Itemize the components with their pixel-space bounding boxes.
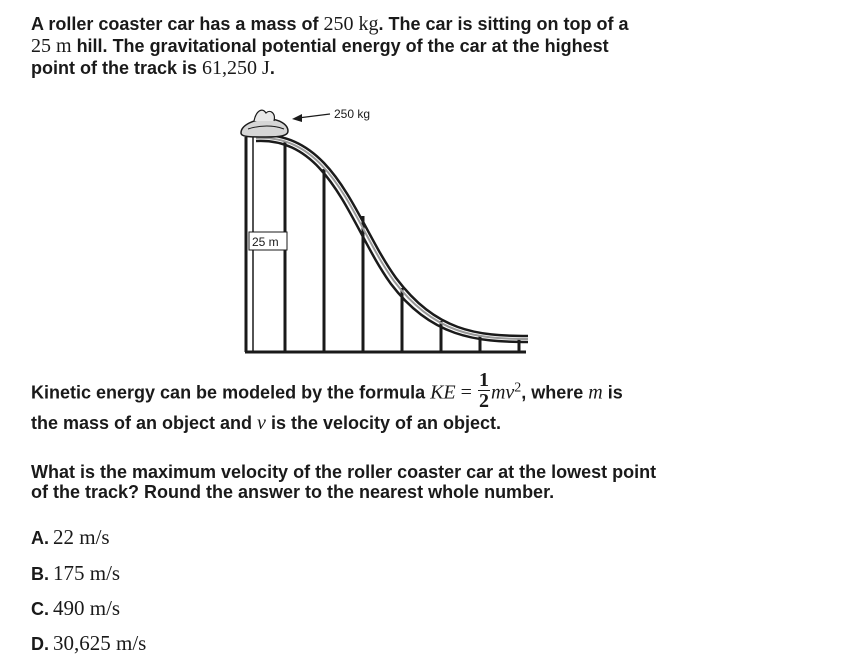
- answer-choice-b[interactable]: [31, 561, 120, 586]
- formula-fraction: [478, 370, 490, 411]
- question-part: .: [269, 58, 275, 78]
- question-prompt: [31, 462, 831, 502]
- track-rail-bottom: [256, 141, 528, 342]
- height-value: 25 m: [31, 35, 72, 57]
- energy-value: 61,250 J: [202, 57, 270, 79]
- choice-value: 175 m/s: [53, 561, 121, 585]
- question-part: hill. The gravitational potential energy of the car at the highest: [71, 36, 609, 56]
- question-part: point of the track is: [31, 58, 203, 78]
- formula-text: , where: [521, 382, 589, 403]
- answer-choice-c[interactable]: [31, 596, 120, 621]
- height-label: 25 m: [252, 235, 279, 249]
- prompt-line: What is the maximum velocity of the roller coaster car at the lowest point: [31, 462, 657, 482]
- choice-letter: D.: [31, 634, 49, 654]
- question-part: . The car is sitting on top of a: [378, 14, 629, 34]
- variable-v: v: [257, 412, 266, 434]
- roller-coaster-car: [241, 110, 288, 137]
- choice-value: 30,625 m/s: [53, 631, 147, 655]
- formula-exponent: 2: [514, 380, 522, 396]
- mass-value: 250 kg: [323, 13, 379, 35]
- formula-lhs: KE: [430, 381, 456, 404]
- mass-label: 250 kg: [334, 107, 371, 121]
- variable-m: m: [588, 381, 603, 404]
- choice-letter: B.: [31, 564, 49, 584]
- formula-paragraph: [31, 369, 831, 444]
- track-rail-top: [256, 135, 528, 336]
- question-text: [31, 13, 831, 79]
- choice-value: 22 m/s: [53, 525, 110, 549]
- mass-arrow-line: [298, 114, 330, 118]
- formula-text: is the velocity of an object.: [265, 413, 501, 433]
- formula-text: the mass of an object and: [31, 413, 258, 433]
- formula-equals: =: [455, 381, 477, 404]
- track-rail-fill: [256, 138, 528, 339]
- roller-coaster-figure: [236, 103, 536, 361]
- mass-arrow-head: [292, 114, 302, 122]
- prompt-line: of the track? Round the answer to the nearest whole number.: [31, 482, 555, 502]
- question-part: A roller coaster car has a mass of: [31, 14, 324, 34]
- choice-value: 490 m/s: [53, 596, 121, 620]
- answer-choice-a[interactable]: [31, 525, 110, 550]
- answer-choice-d[interactable]: [31, 631, 146, 656]
- fraction-denominator: 2: [478, 390, 489, 412]
- fraction-numerator: 1: [478, 369, 489, 391]
- formula-text: is: [602, 382, 623, 403]
- choice-letter: C.: [31, 599, 49, 619]
- formula-rhs: mv: [490, 381, 515, 404]
- formula-text: Kinetic energy can be modeled by the formula: [31, 382, 431, 403]
- choice-letter: A.: [31, 528, 49, 548]
